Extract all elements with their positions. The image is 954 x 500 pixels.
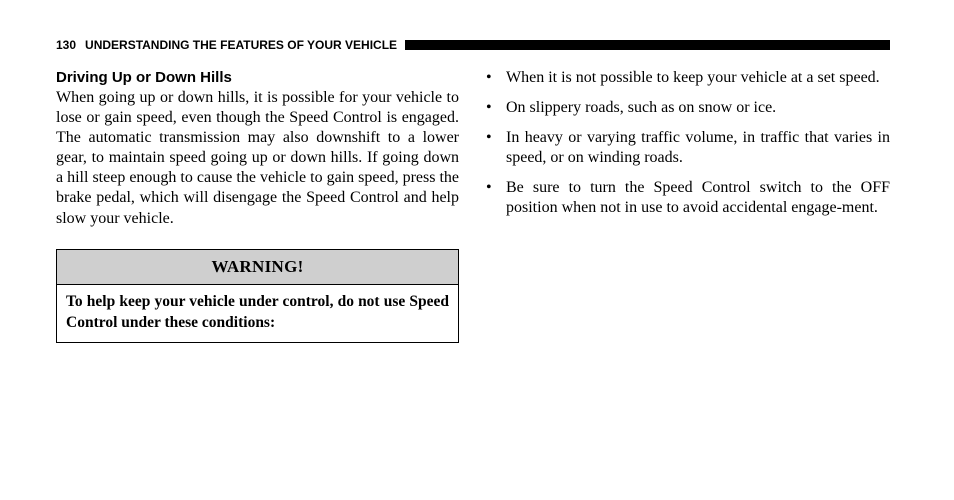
bullet-icon: • xyxy=(486,179,492,197)
header-rule xyxy=(405,40,890,50)
warning-box xyxy=(56,249,459,343)
body-paragraph: When going up or down hills, it is possible for your vehicle to lose or gain speed, even though the Speed Control is engaged. The automatic transmission may also downshift to a lower gear, to maintain speed going up or down hills. If going down a hill steep enough to cause the vehicle to gain speed, press the brake pedal, which will disengage the Speed Control and help slow your vehicle. xyxy=(56,89,459,227)
warning-title: WARNING! xyxy=(57,250,458,285)
section-heading: Driving Up or Down Hills xyxy=(56,69,232,86)
list-item-text: In heavy or varying traffic volume, in traffic that varies in speed, or on winding roads. xyxy=(506,129,890,167)
page-header xyxy=(56,38,890,52)
bullet-icon: • xyxy=(486,99,492,117)
left-column xyxy=(56,68,459,229)
list-item-text: Be sure to turn the Speed Control switch to the OFF position when not in use to avoid accidental engage-ment. xyxy=(506,179,890,217)
bullet-icon: • xyxy=(486,69,492,86)
running-title: UNDERSTANDING THE FEATURES OF YOUR VEHICLE xyxy=(85,38,398,52)
page-number: 130 xyxy=(56,38,77,52)
warning-text: To help keep your vehicle under control, do not use Speed Control under these conditions: xyxy=(66,293,449,331)
right-column xyxy=(486,68,890,229)
conditions-list xyxy=(486,68,890,219)
list-item xyxy=(486,128,890,168)
list-item xyxy=(486,178,890,218)
list-item xyxy=(486,68,890,88)
list-item xyxy=(486,98,890,118)
list-item-text: On slippery roads, such as on snow or ice. xyxy=(506,99,777,117)
list-item-text: When it is not possible to keep your vehicle at a set speed. xyxy=(506,69,880,86)
bullet-icon: • xyxy=(486,129,492,147)
